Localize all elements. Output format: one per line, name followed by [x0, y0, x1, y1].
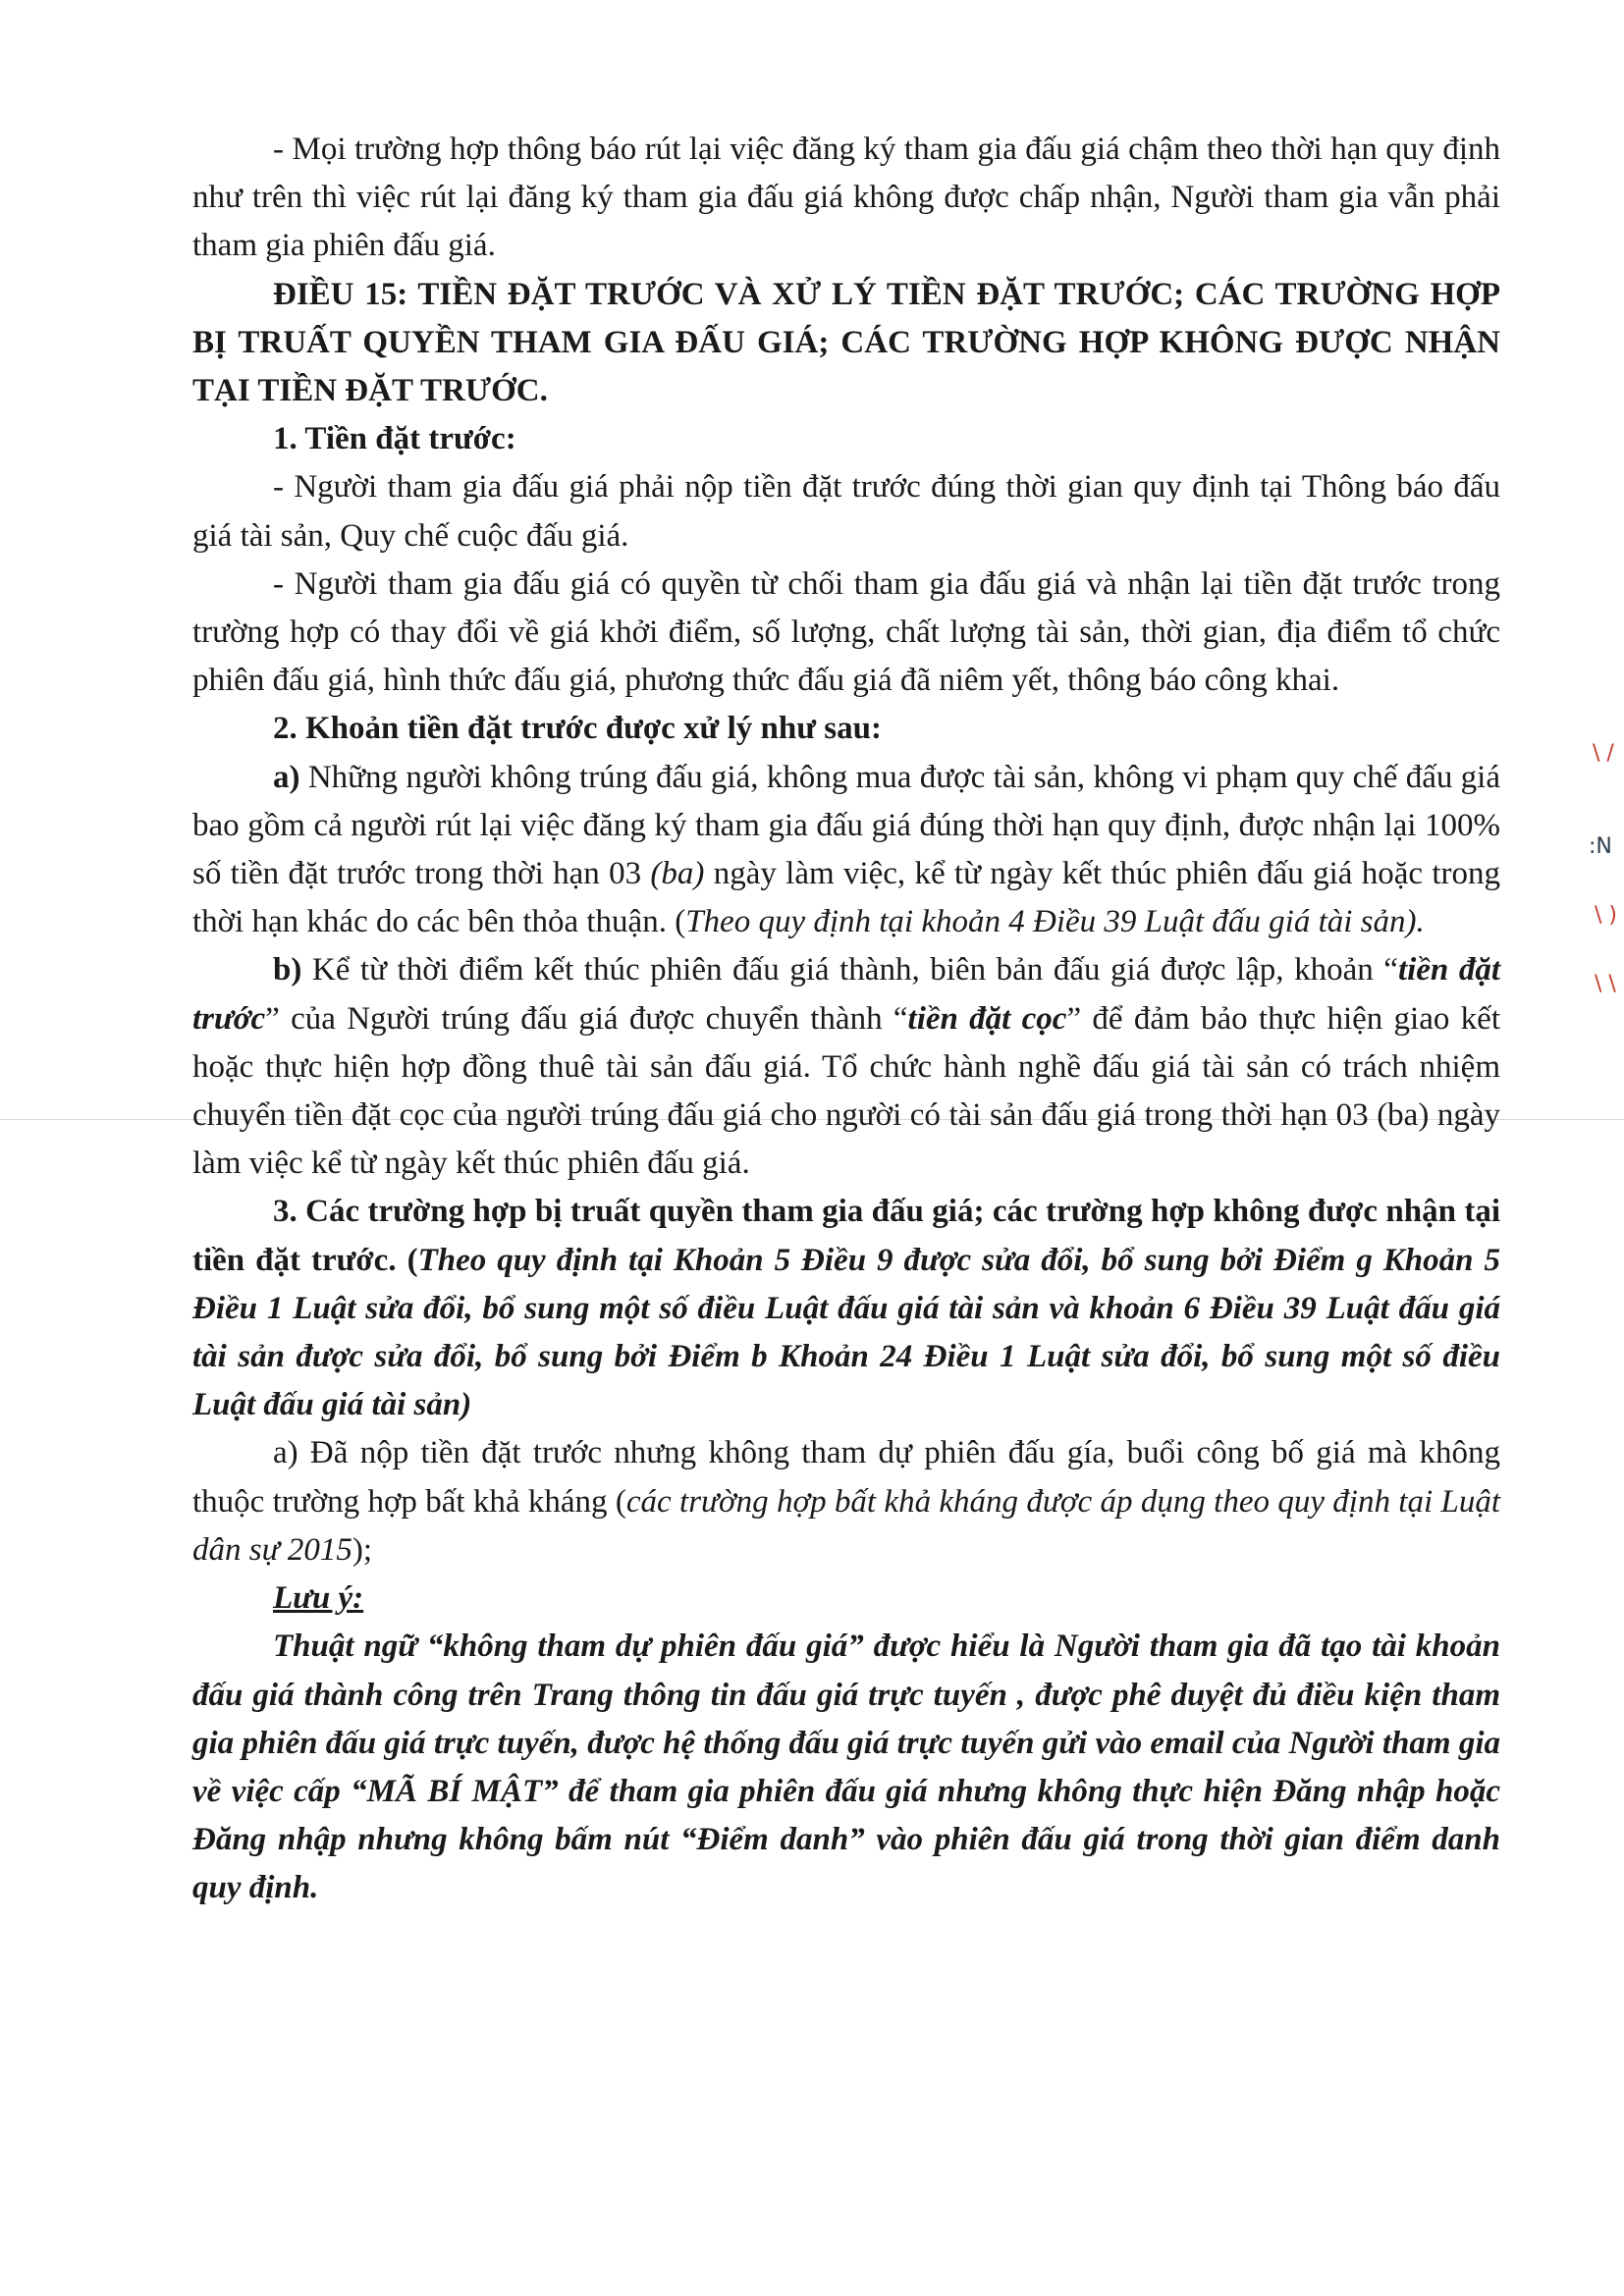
item-text-italic: các trường hợp bất khả kháng được áp dụng theo quy định tại Luật dân sự 2015: [192, 1483, 1500, 1568]
section-1-paragraph-1: - Người tham gia đấu giá phải nộp tiền đặt trước đúng thời gian quy định tại Thông báo đấu giá tài sản, Quy chế cuộc đấu giá.: [192, 469, 1500, 554]
legal-reference: Theo quy định tại Khoản 5 Điều 9 được sửa đổi, bổ sung bởi Điểm g Khoản 5 Điều 1 Luật sửa đổi, bổ sung một số điều Luật đấu giá tài sản và khoản 6 Điều 39 Luật đấu giá tài sản được sửa đổi, bổ sung bởi Điểm b Khoản 24 Điều 1 Luật sửa đổi, bổ sung một số điều Luật đấu giá tài sản): [192, 1242, 1500, 1423]
scan-mark: \ ): [1595, 903, 1617, 928]
section-2-item-b: [192, 946, 1500, 1188]
paragraph-withdrawal-late: - Mọi trường hợp thông báo rút lại việc đăng ký tham gia đấu giá chậm theo thời hạn quy định như trên thì việc rút lại đăng ký tham gia đấu giá không được chấp nhận, Người tham gia vẫn phải tham gia phiên đấu giá.: [192, 132, 1500, 264]
section-1-title: 1. Tiền đặt trước:: [273, 421, 516, 457]
item-text: ).: [1405, 904, 1425, 940]
article-15-heading: ĐIỀU 15: TIỀN ĐẶT TRƯỚC VÀ XỬ LÝ TIỀN ĐẶT TRƯỚC; CÁC TRƯỜNG HỢP BỊ TRUẤT QUYỀN THAM GIA ĐẤU GIÁ; CÁC TRƯỜNG HỢP KHÔNG ĐƯỢC NHẬN TẠI TIỀN ĐẶT TRƯỚC.: [192, 276, 1500, 409]
section-3-item-a: [192, 1429, 1500, 1575]
note-paragraph: Thuật ngữ “không tham dự phiên đấu giá” được hiểu là Người tham gia đã tạo tài khoản đấu giá thành công trên Trang thông tin đấu giá trực tuyến , được phê duyệt đủ điều kiện tham gia phiên đấu giá trực tuyến, được hệ thống đấu giá trực tuyến gửi vào email của Người tham gia về việc cấp “MÃ BÍ MẬT” để tham gia phiên đấu giá nhưng không thực hiện Đăng nhập hoặc Đăng nhập nhưng không bấm nút “Điểm danh” vào phiên đấu giá trong thời gian điểm danh quy định.: [192, 1629, 1500, 1906]
item-text: a) Đã nộp tiền đặt trước nhưng không tham dự phiên đấu gía, buổi công bố giá mà không thuộc trường hợp bất khả kháng (: [192, 1435, 1500, 1520]
item-text: ” của Người trúng đấu giá được chuyển thành “: [265, 1000, 908, 1037]
item-text: Những người không trúng đấu giá, không mua được tài sản, không vi phạm quy chế đấu giá bao gồm cả người rút lại việc đăng ký tham gia đấu giá đúng thời hạn quy định, được nhận lại 100% số tiền đặt trước trong thời hạn 03: [192, 759, 1500, 892]
scan-mark: \ /: [1593, 741, 1614, 766]
term-security-deposit: tiền đặt cọc: [907, 1000, 1067, 1037]
item-text: (: [396, 1242, 418, 1278]
item-label: a): [273, 759, 300, 795]
scan-mark: \ \: [1595, 972, 1616, 996]
section-3-heading-text: 3. Các trường hợp bị truất quyền tham gia đấu giá; các trường hợp không được nhận tại tiền đặt trước.: [192, 1194, 1500, 1278]
section-3-title: [192, 1188, 1500, 1429]
term-deposit: tiền đặt trước: [192, 952, 1501, 1037]
note-label: [192, 1575, 1500, 1623]
item-text: ngày làm việc, kể từ ngày kết thúc phiên đấu giá hoặc trong thời hạn khác do các bên thỏa thuận. (: [192, 856, 1500, 940]
scan-mark: :N: [1589, 834, 1612, 859]
item-text: );: [352, 1531, 373, 1568]
section-1-paragraph-2: - Người tham gia đấu giá có quyền từ chối tham gia đấu giá và nhận lại tiền đặt trước trong trường hợp có thay đổi về giá khởi điểm, số lượng, chất lượng tài sản, thời gian, địa điểm tổ chức phiên đấu giá, hình thức đấu giá, phương thức đấu giá đã niêm yết, thông báo công khai.: [192, 565, 1500, 699]
section-2-item-a: [192, 754, 1500, 947]
section-2-title: 2. Khoản tiền đặt trước được xử lý như sau:: [273, 711, 882, 747]
item-text-italic: (ba): [650, 856, 705, 892]
item-text: ” để đảm bảo thực hiện giao kết hoặc thực hiện hợp đồng thuê tài sản đấu giá. Tổ chức hành nghề đấu giá tài sản có trách nhiệm chuyển tiền đặt cọc của người trúng đấu giá cho người có tài sản đấu giá trong thời hạn 03 (ba) ngày làm việc kể từ ngày kết thúc phiên đấu giá.: [192, 1000, 1500, 1182]
item-label: b): [273, 952, 302, 988]
item-text: Kể từ thời điểm kết thúc phiên đấu giá thành, biên bản đấu giá được lập, khoản “: [301, 952, 1398, 988]
legal-reference: Theo quy định tại khoản 4 Điều 39 Luật đấu giá tài sản: [685, 904, 1406, 940]
note-label-text: Lưu ý:: [273, 1580, 364, 1617]
document-page: [192, 126, 1500, 1913]
